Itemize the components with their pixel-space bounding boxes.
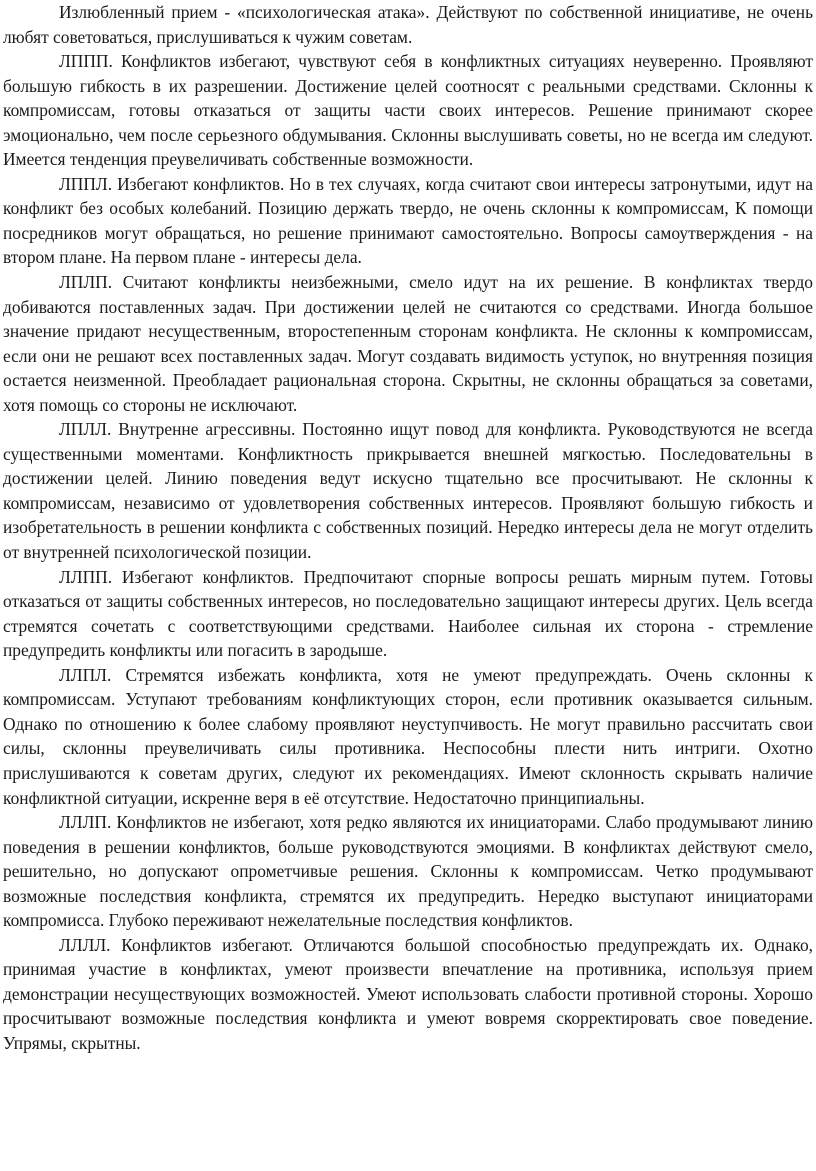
type-code: ЛЛПЛ. xyxy=(59,664,112,685)
paragraph-text: Конфликтов избегают, чувствуют себя в конфликтных ситуациях неуверенно. Проявляют большую гибкость в их разрешении. Достижение целей соотносят с реальными средствами. Склонны к компромиссам, готовы отказаться от защиты части своих интересов. Решение принимают скорее эмоционально, чем после серьезного обдумывания. Склонны выслушивать советы, но не всегда им следуют. Имеется тенденция преувеличивать собственные возможности. xyxy=(3,51,813,170)
paragraph-text: Избегают конфликтов. Предпочитают спорные вопросы решать мирным путем. Готовы отказаться от защиты собственных интересов, но последовательно защищают интересы других. Цель всегда стремятся сочетать с соответствующими средствами. Наиболее сильная их сторона - стремление предупредить конфликты или погасить в зародыше. xyxy=(3,566,813,661)
paragraph-lllp xyxy=(3,810,813,933)
paragraph-intro-continuation xyxy=(3,0,813,49)
type-code: ЛПЛП. xyxy=(59,272,113,293)
paragraph-lppl xyxy=(3,172,813,270)
paragraph-llpl xyxy=(3,663,813,810)
paragraph-lppp xyxy=(3,49,813,172)
type-code: ЛЛЛП. xyxy=(59,812,112,833)
paragraph-lplp xyxy=(3,270,813,417)
paragraph-text: Избегают конфликтов. Но в тех случаях, когда считают свои интересы затронутыми, идут на конфликт без особых колебаний. Позицию держать твердо, не очень склонны к компромиссам, К помощи посредников могут обращаться, но решение принимают самостоятельно. Вопросы самоутверждения - на втором плане. На первом плане - интересы дела. xyxy=(3,173,813,268)
paragraph-llll xyxy=(3,933,813,1056)
paragraph-text: Излюбленный прием - «психологическая атака». Действуют по собственной инициативе, не очень любят советоваться, прислушиваться к чужим советам. xyxy=(3,2,813,47)
type-code: ЛЛПП. xyxy=(59,566,113,587)
paragraph-text: Стремятся избежать конфликта, хотя не умеют предупреждать. Очень склонны к компромиссам. Уступают требованиям конфликтующих сторон, если противник оказывается сильным. Однако по отношению к более слабому проявляют неуступчивость. Не могут правильно рассчитать свои силы, склонны преувеличивать силы противника. Неспособны плести нить интриги. Охотно прислушиваются к советам других, следуют их рекомендациях. Имеют склонность скрывать наличие конфликтной ситуации, искренне веря в её отсутствие. Недостаточно принципиальны. xyxy=(3,664,813,808)
paragraph-text: Конфликтов не избегают, хотя редко являются их инициаторами. Слабо продумывают линию поведения в решении конфликтов, больше руководствуются эмоциями. В конфликтах действуют смело, решительно, но допускают опрометчивые решения. Склонны к компромиссам. Четко продумывают возможные последствия конфликта, стремятся их предупредить. Нередко выступают инициаторами компромисса. Глубоко переживают нежелательные последствия конфликтов. xyxy=(3,812,813,931)
paragraph-text: Внутренне агрессивны. Постоянно ищут повод для конфликта. Руководствуются не всегда существенными моментами. Конфликтность прикрывается внешней мягкостью. Последовательны в достижении целей. Линию поведения ведут искусно тщательно все просчитывают. Не склонны к компромиссам, независимо от удовлетворения собственных интересов. Проявляют большую гибкость и изобретательность в решении конфликта с собственных позиций. Нередко интересы дела не могут отделить от внутренней психологической позиции. xyxy=(3,419,813,563)
paragraph-text: Конфликтов избегают. Отличаются большой способностью предупреждать их. Однако, принимая участие в конфликтах, умеют произвести впечатление на противника, используя прием демонстрации несуществующих возможностей. Умеют использовать слабости противной стороны. Хорошо просчитывают возможные последствия конфликта и умеют вовремя скорректировать свое поведение. Упрямы, скрытны. xyxy=(3,934,813,1053)
paragraph-lpll xyxy=(3,417,813,564)
type-code: ЛЛЛЛ. xyxy=(59,934,111,955)
paragraph-llpp xyxy=(3,565,813,663)
document-page xyxy=(3,0,813,1056)
type-code: ЛПЛЛ. xyxy=(59,419,112,440)
paragraph-text: Считают конфликты неизбежными, смело идут на их решение. В конфликтах твердо добиваются поставленных задач. При достижении целей не считаются со средствами. Иногда большое значение придают несущественным, второстепенным сторонам конфликта. Не склонны к компромиссам, если они не решают всех поставленных задач. Могут создавать видимость уступок, но внутренняя позиция остается неизменной. Преобладает рациональная сторона. Скрытны, не склонны обращаться за советами, хотя помощь со стороны не исключают. xyxy=(3,272,813,415)
type-code: ЛППЛ. xyxy=(59,173,113,194)
type-code: ЛППП. xyxy=(59,51,113,72)
